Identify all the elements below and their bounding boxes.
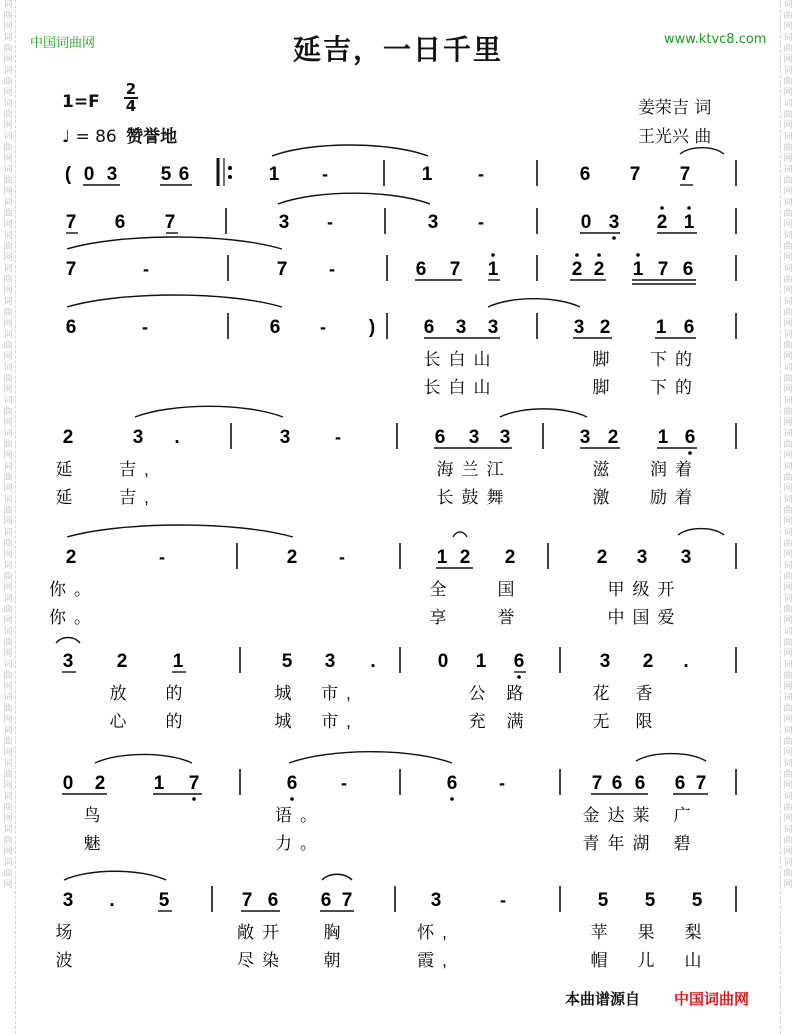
- tie-slur: [56, 638, 80, 644]
- lyric-verse-1: 鸟: [83, 806, 109, 825]
- note: 1: [153, 773, 165, 794]
- lyric-verse-1: 市,: [321, 684, 359, 703]
- lyric-verse-2: 中国爱: [607, 608, 683, 627]
- note: 6: [423, 317, 435, 338]
- lyric-verse-2: 延: [55, 488, 81, 507]
- note: 2: [596, 547, 608, 568]
- note: 1: [436, 547, 448, 568]
- note-sustain: -: [322, 164, 328, 184]
- note: 2: [116, 651, 128, 672]
- note-sustain: -: [341, 773, 347, 793]
- lyric-verse-1: 怀,: [417, 923, 455, 942]
- note: 6: [415, 259, 427, 280]
- row-5: [56, 423, 737, 507]
- note: 6: [320, 890, 332, 911]
- tie-slur: [95, 754, 192, 763]
- row-8: [63, 769, 736, 853]
- note: 1: [268, 164, 280, 185]
- note: 6: [267, 890, 279, 911]
- note: 0: [83, 164, 95, 185]
- tie-slur: [453, 532, 467, 537]
- note: 3: [132, 427, 144, 448]
- note-sustain: -: [159, 547, 165, 567]
- lyric-verse-1: 海兰江: [436, 460, 512, 479]
- lyric-verse-2: 誉: [497, 608, 523, 627]
- note: 0: [437, 651, 449, 672]
- note: 7: [164, 212, 176, 233]
- note: 3: [62, 651, 74, 672]
- lyric-verse-2: 帽: [590, 951, 616, 970]
- note: 1: [487, 259, 499, 280]
- quarter-note-icon: ♩: [62, 127, 71, 147]
- tempo-value: = 86: [75, 127, 117, 147]
- note: 0: [62, 773, 74, 794]
- note: 6: [683, 317, 695, 338]
- lyric-verse-2: 下的: [650, 378, 700, 397]
- note: 2: [459, 547, 471, 568]
- note: 1: [632, 259, 644, 280]
- tie-slur: [680, 148, 724, 154]
- lyric-verse-1: 下的: [650, 350, 700, 369]
- note: 2: [656, 212, 668, 233]
- lyric-verse-2: 长鼓舞: [436, 488, 512, 507]
- lyric-verse-2: 山: [684, 951, 710, 970]
- lyric-verse-2: 青年湖: [582, 834, 658, 853]
- note: .: [370, 651, 376, 672]
- octave-dot-high: [660, 206, 664, 210]
- note: (: [64, 164, 72, 185]
- note: 6: [513, 651, 525, 672]
- note: .: [109, 890, 115, 911]
- octave-dot-low: [688, 451, 692, 455]
- source-label: 本曲谱源自: [565, 990, 641, 1008]
- note: 3: [608, 212, 620, 233]
- song-title: 延吉，一日千里: [292, 33, 503, 66]
- octave-dot-high: [597, 253, 601, 257]
- note: 2: [607, 427, 619, 448]
- note: 3: [455, 317, 467, 338]
- row-4: [66, 313, 736, 397]
- note: 2: [599, 317, 611, 338]
- note: 6: [269, 317, 281, 338]
- lyric-verse-1: 胸: [323, 923, 349, 942]
- note: 3: [636, 547, 648, 568]
- row-2: [66, 208, 736, 234]
- lyric-verse-2: 力。: [275, 834, 325, 853]
- tie-slur: [278, 193, 430, 204]
- note-sustain: -: [143, 259, 149, 279]
- note: 3: [680, 547, 692, 568]
- key-signature: 1=F: [62, 92, 100, 112]
- lyric-verse-1: 路: [506, 684, 532, 703]
- tie-slur: [636, 754, 706, 761]
- lyric-verse-2: 魅: [83, 834, 109, 853]
- note: 5: [644, 890, 656, 911]
- lyric-verse-2: 无: [592, 712, 618, 731]
- note: 2: [642, 651, 654, 672]
- note: 7: [276, 259, 288, 280]
- watermark-column-left: 词曲网词曲网词曲网词曲网词曲网词曲网词曲网词曲网词曲网词曲网词曲网词曲网词曲网词曲网词曲网词曲网词曲网词曲网词曲网词曲网词曲网词曲网词曲网词曲网词曲网词曲网词曲网: [1, 0, 16, 1034]
- octave-dot-low: [450, 797, 454, 801]
- note-sustain: -: [500, 890, 506, 910]
- row-3: [66, 255, 736, 281]
- note: 7: [341, 890, 353, 911]
- lyric-verse-2: 的: [165, 712, 191, 731]
- note: 3: [499, 427, 511, 448]
- note: 3: [279, 427, 291, 448]
- lyric-verse-2: 儿: [637, 951, 663, 970]
- lyric-verse-1: 甲级开: [607, 580, 683, 599]
- time-signature-bottom: 4: [125, 97, 137, 115]
- tie-slur: [67, 525, 293, 537]
- tie-slur: [272, 145, 428, 156]
- row-9: [56, 886, 737, 970]
- lyric-verse-1: 梨: [684, 923, 710, 942]
- repeat-dot: [228, 175, 232, 179]
- note: 7: [188, 773, 200, 794]
- note: 7: [65, 259, 77, 280]
- row-6: [49, 543, 736, 627]
- lyric-verse-2: 长白山: [423, 378, 499, 397]
- note: 3: [430, 890, 442, 911]
- note: 3: [324, 651, 336, 672]
- note: 3: [468, 427, 480, 448]
- lyric-verse-1: 吉,: [119, 460, 157, 479]
- note-sustain: -: [339, 547, 345, 567]
- note-sustain: -: [320, 317, 326, 337]
- tie-slur: [289, 752, 452, 763]
- lyric-verse-2: 励着: [650, 488, 700, 507]
- note: 3: [573, 317, 585, 338]
- lyric-verse-1: 你。: [49, 580, 99, 599]
- lyric-verse-1: 敞开: [237, 923, 287, 942]
- note: 3: [427, 212, 439, 233]
- note: 2: [65, 547, 77, 568]
- note: 5: [281, 651, 293, 672]
- lyric-verse-2: 享: [429, 608, 455, 627]
- note: 6: [684, 427, 696, 448]
- lyric-verse-2: 吉,: [119, 488, 157, 507]
- note: 3: [278, 212, 290, 233]
- note-sustain: -: [327, 212, 333, 232]
- note: 1: [683, 212, 695, 233]
- lyric-verse-2: 脚: [592, 378, 618, 397]
- note: 2: [593, 259, 605, 280]
- octave-dot-low: [290, 797, 294, 801]
- note: .: [174, 427, 180, 448]
- lyric-verse-2: 霞,: [417, 951, 455, 970]
- note: 7: [449, 259, 461, 280]
- tie-slur: [64, 871, 166, 880]
- note: 3: [487, 317, 499, 338]
- lyric-verse-1: 广: [673, 806, 699, 825]
- note-sustain: -: [478, 164, 484, 184]
- lyric-verse-2: 你。: [49, 608, 99, 627]
- note-sustain: -: [142, 317, 148, 337]
- note: 1: [421, 164, 433, 185]
- note: 5: [597, 890, 609, 911]
- lyric-verse-1: 滋: [592, 460, 618, 479]
- lyric-verse-2: 激: [592, 488, 618, 507]
- tie-slur: [678, 529, 724, 535]
- lyric-verse-1: 金达莱: [582, 806, 658, 825]
- note: 7: [629, 164, 641, 185]
- note-sustain: -: [335, 427, 341, 447]
- note: 6: [65, 317, 77, 338]
- note: 6: [674, 773, 686, 794]
- note-sustain: -: [499, 773, 505, 793]
- note: 3: [62, 890, 74, 911]
- lyric-verse-2: 市,: [321, 712, 359, 731]
- lyric-verse-1: 长白山: [423, 350, 499, 369]
- watermark-column-right: 词曲网词曲网词曲网词曲网词曲网词曲网词曲网词曲网词曲网词曲网词曲网词曲网词曲网词曲网词曲网词曲网词曲网词曲网词曲网词曲网词曲网词曲网词曲网词曲网词曲网词曲网词曲网: [780, 0, 795, 1034]
- site-name-left[interactable]: 中国词曲网: [30, 36, 96, 51]
- expression-marking: 赞誉地: [126, 127, 178, 147]
- lyric-verse-2: 城: [274, 712, 300, 731]
- note: 2: [94, 773, 106, 794]
- note: 5: [158, 890, 170, 911]
- lyric-verse-1: 语。: [275, 806, 325, 825]
- lyric-verse-2: 限: [635, 712, 661, 731]
- note: .: [683, 651, 689, 672]
- tie-slur: [135, 406, 283, 417]
- tie-slur: [322, 874, 352, 880]
- note: 6: [634, 773, 646, 794]
- note: 6: [178, 164, 190, 185]
- note: ): [368, 317, 376, 338]
- note-sustain: -: [329, 259, 335, 279]
- note: 1: [475, 651, 487, 672]
- lyric-verse-1: 场: [55, 923, 81, 942]
- row-7: [63, 647, 736, 731]
- note: 2: [62, 427, 74, 448]
- lyric-verse-1: 公: [468, 684, 494, 703]
- note: 0: [580, 212, 592, 233]
- note: 2: [504, 547, 516, 568]
- lyric-verse-1: 全: [429, 580, 455, 599]
- lyric-verse-2: 碧: [673, 834, 699, 853]
- note: 2: [571, 259, 583, 280]
- octave-dot-low: [612, 236, 616, 240]
- note: 6: [579, 164, 591, 185]
- octave-dot-high: [575, 253, 579, 257]
- octave-dot-high: [636, 253, 640, 257]
- note: 1: [655, 317, 667, 338]
- note: 6: [611, 773, 623, 794]
- time-signature-top: 2: [125, 80, 137, 98]
- note: 3: [599, 651, 611, 672]
- note-sustain: -: [478, 212, 484, 232]
- lyric-verse-1: 放: [109, 684, 135, 703]
- site-url-right[interactable]: www.ktvc8.com: [664, 32, 767, 47]
- note: 6: [434, 427, 446, 448]
- lyric-verse-1: 延: [55, 460, 81, 479]
- lyric-verse-1: 香: [635, 684, 661, 703]
- lyric-verse-1: 花: [592, 684, 618, 703]
- note: 6: [286, 773, 298, 794]
- note: 7: [65, 212, 77, 233]
- lyric-verse-2: 充: [468, 712, 494, 731]
- lyric-verse-1: 润着: [650, 460, 700, 479]
- lyric-verse-2: 心: [109, 712, 135, 731]
- note: 6: [446, 773, 458, 794]
- octave-dot-low: [517, 675, 521, 679]
- note: 6: [114, 212, 126, 233]
- lyric-verse-1: 的: [165, 684, 191, 703]
- note: 3: [579, 427, 591, 448]
- source-site-link[interactable]: 中国词曲网: [674, 990, 750, 1008]
- tie-slur: [488, 299, 580, 307]
- note: 3: [106, 164, 118, 185]
- lyric-verse-1: 苹: [590, 923, 616, 942]
- lyricist-credit: 姜荣吉 词: [638, 98, 712, 118]
- composer-credit: 王光兴 曲: [638, 127, 712, 147]
- note: 7: [695, 773, 707, 794]
- note: 2: [286, 547, 298, 568]
- note: 1: [657, 427, 669, 448]
- note: 6: [682, 259, 694, 280]
- note: 1: [172, 651, 184, 672]
- octave-dot-high: [491, 253, 495, 257]
- tie-slur: [67, 295, 282, 307]
- lyric-verse-1: 果: [637, 923, 663, 942]
- note: 7: [679, 164, 691, 185]
- lyric-verse-2: 波: [55, 951, 81, 970]
- lyric-verse-1: 城: [274, 684, 300, 703]
- note: 5: [691, 890, 703, 911]
- lyric-verse-2: 尽染: [237, 951, 287, 970]
- lyric-verse-2: 朝: [323, 951, 349, 970]
- tie-slur: [500, 409, 587, 417]
- note: 7: [241, 890, 253, 911]
- tie-slur: [67, 237, 282, 249]
- lyric-verse-1: 脚: [592, 350, 618, 369]
- octave-dot-low: [192, 797, 196, 801]
- repeat-dot: [228, 166, 232, 170]
- note: 7: [591, 773, 603, 794]
- note: 7: [657, 259, 669, 280]
- note: 5: [160, 164, 172, 185]
- lyric-verse-2: 满: [506, 712, 532, 731]
- lyric-verse-1: 国: [497, 580, 523, 599]
- octave-dot-high: [687, 206, 691, 210]
- row-1: [65, 158, 736, 186]
